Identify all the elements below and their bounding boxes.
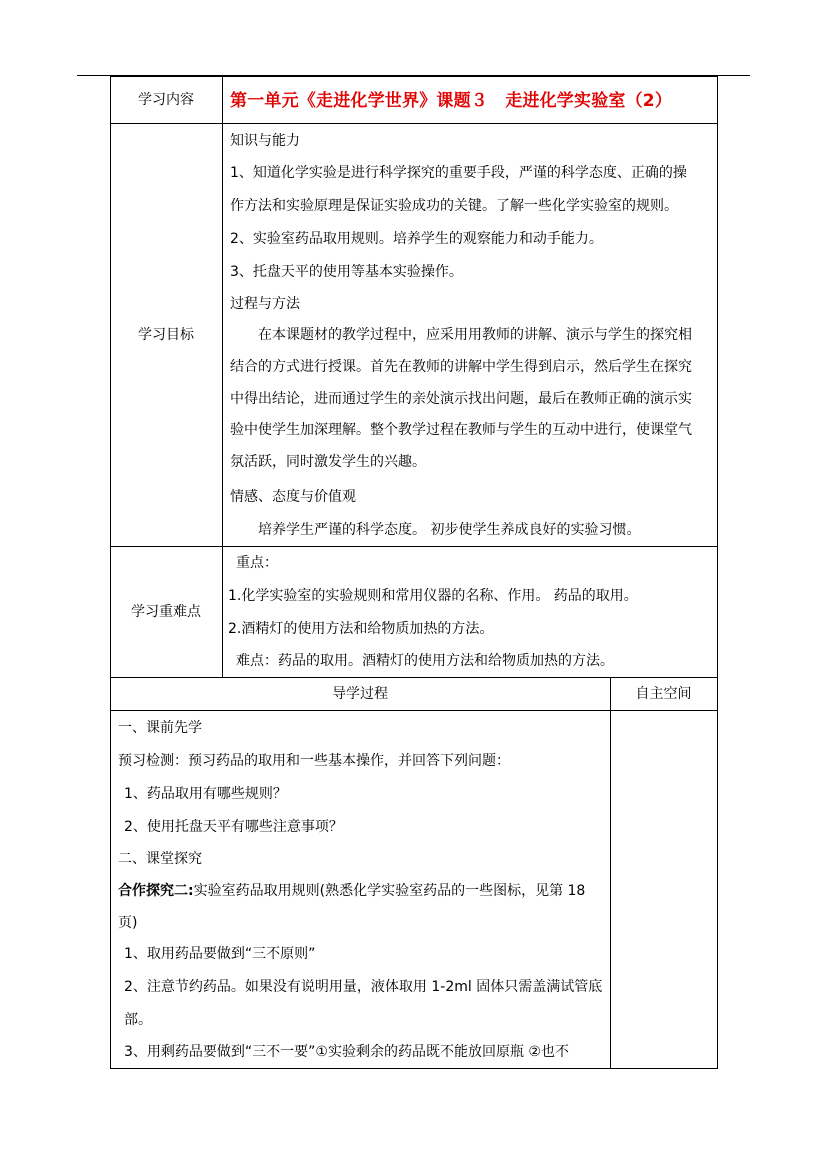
process-line: 1、取用药品要做到“三不原则” [124, 946, 316, 962]
goals-line: 知识与能力 [230, 133, 300, 149]
process-line: 3、用剩药品要做到“三不一要”①实验剩余的药品既不能放回原瓶 ②也不 [124, 1044, 569, 1060]
process-line: 2、注意节约药品。如果没有说明用量，液体取用 1-2ml 固体只需盖满试管底 [124, 979, 603, 995]
goals-line: 培养学生严谨的科学态度。 初步使学生养成良好的实验习惯。 [258, 522, 641, 538]
table-border-right [717, 76, 718, 1069]
goals-line: 2、实验室药品取用规则。培养学生的观察能力和动手能力。 [230, 231, 603, 247]
keypoints-line: 2.酒精灯的使用方法和给物质加热的方法。 [228, 621, 494, 637]
keypoints-line: 难点：药品的取用。酒精灯的使用方法和给物质加热的方法。 [236, 653, 614, 669]
row-divider [110, 710, 718, 711]
process-line: 预习检测：预习药品的取用和一些基本操作，并回答下列问题： [118, 753, 510, 769]
goals-line: 氛活跃，同时激发学生的兴趣。 [230, 454, 426, 470]
goals-line: 验中使学生加深理解。整个教学过程在教师与学生的互动中进行，使课堂气 [230, 422, 692, 438]
table-border-left [110, 76, 111, 1069]
goals-label: 学习目标 [138, 327, 194, 343]
goals-line: 1、知道化学实验是进行科学探究的重要手段，严谨的科学态度、正确的操 [230, 165, 687, 181]
row-divider [110, 123, 718, 124]
process-line: 一、课前先学 [118, 720, 202, 736]
goals-line: 3、托盘天平的使用等基本实验操作。 [230, 264, 463, 280]
self-space-header: 自主空间 [635, 686, 692, 702]
goals-line: 情感、态度与价值观 [230, 489, 356, 505]
table-border-top [110, 76, 718, 77]
goals-line: 中得出结论，进而通过学生的亲处演示找出问题，最后在教师正确的演示实 [230, 391, 692, 407]
process-header: 导学过程 [332, 686, 388, 702]
goals-line: 在本课题材的教学过程中，应采用用教师的讲解、演示与学生的探究相 [258, 327, 692, 343]
keypoints-line: 重点： [236, 555, 278, 571]
keypoints-line: 1.化学实验室的实验规则和常用仪器的名称、作用。 药品的取用。 [228, 588, 638, 604]
table-border-bottom [110, 1068, 718, 1069]
column-divider [222, 76, 223, 678]
keypoints-label: 学习重难点 [131, 604, 201, 620]
process-line: 1、药品取用有哪些规则？ [124, 786, 287, 802]
process-line: 2、使用托盘天平有哪些注意事项？ [124, 819, 343, 835]
column-divider [610, 677, 611, 1069]
row-divider [110, 677, 718, 678]
process-line: 页) [118, 915, 138, 931]
goals-line: 作方法和实验原理是保证实验成功的关键。了解一些化学实验室的规则。 [230, 198, 678, 214]
process-line: 部。 [124, 1012, 152, 1028]
process-line: 二、课堂探究 [118, 851, 202, 867]
goals-line: 结合的方式进行授课。首先在教师的讲解中学生得到启示，然后学生在探究 [230, 359, 692, 375]
row-divider [110, 546, 718, 547]
lesson-title: 第一单元《走进化学世界》课题３ 走进化学实验室（2） [230, 91, 673, 111]
process-line [118, 881, 585, 901]
explore-label: 合作探究二: [118, 883, 194, 899]
explore-text: 实验室药品取用规则(熟悉化学实验室药品的一些图标，见第 18 [193, 883, 586, 899]
goals-line: 过程与方法 [230, 296, 300, 312]
content-label: 学习内容 [138, 92, 194, 108]
